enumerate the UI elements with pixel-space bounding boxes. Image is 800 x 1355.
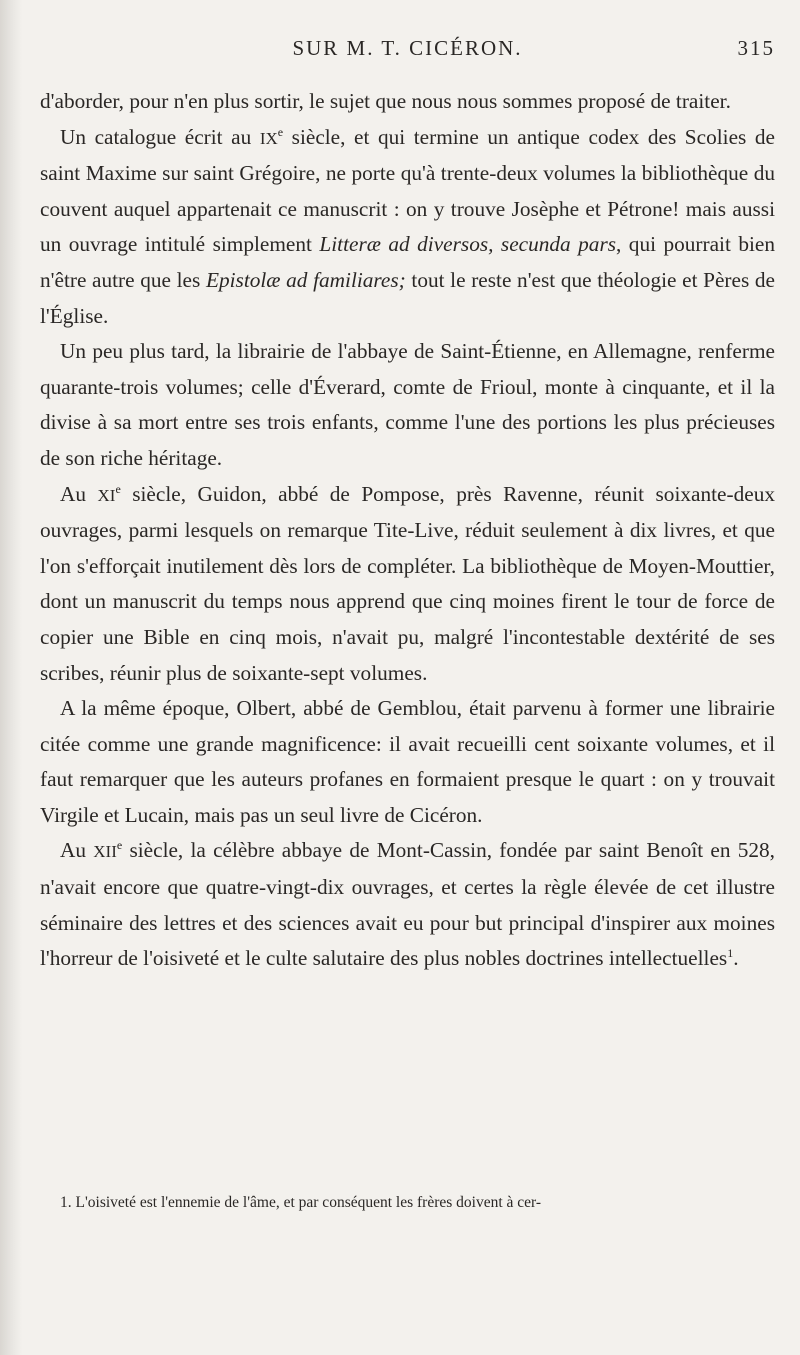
paragraph (40, 120, 775, 335)
text-run: . (733, 946, 739, 971)
paragraph (40, 334, 775, 476)
text-run: tout le reste n'est que théologie et Pères de l'Église. (40, 267, 775, 328)
running-title: SUR M. T. CICÉRON. (292, 36, 523, 60)
page-number: 315 (737, 36, 775, 60)
text-run: Un peu plus tard, la librairie de l'abbaye de Saint-Étienne, en Allemagne, renferme quarante-trois volumes; celle d'Éverard, comte de Frioul, monte à cinquante, et il la divise à sa mort entre ses trois enfants, comme l'une des portions les plus précieuses de son riche héritage. (40, 339, 775, 470)
text-run: 1 (727, 946, 734, 961)
paragraph (40, 477, 775, 692)
text-run: XII (93, 842, 117, 862)
running-header (40, 36, 775, 66)
text-run: Litteræ ad diversos, secunda pars (319, 232, 617, 257)
paragraph (40, 691, 775, 833)
text-run: Epistolæ ad familiares; (205, 267, 406, 292)
text-run: e (115, 481, 121, 496)
text-run: e (277, 124, 284, 139)
paragraph (40, 833, 775, 976)
text-run: siècle, et qui termine un antique codex des Scolies de saint Maxime sur saint Grégoire, ne porte qu'à trente-deux volumes la bibliothèque du couvent auquel appartenait ce manuscrit : on y trouve Josèphe et Pétrone! mais aussi un ouvrage intitulé simplement (40, 124, 775, 257)
binding-gutter (0, 0, 22, 1355)
text-run: siècle, Guidon, abbé de Pompose, près Ravenne, réunit soixante-deux ouvrages, parmi lesquels on remarque Tite-Live, réduit seulement à dix livres, et que l'on s'efforçait inutilement dès lors de compléter. La bibliothèque de Moyen-Mouttier, dont un manuscrit du temps nous apprend que cinq moines firent le tour de force de copier une Bible en cinq mois, n'avait pu, malgré l'incontestable dextérité de ses scribes, réunir plus de soixante-sept volumes. (40, 481, 775, 685)
paragraph (40, 84, 775, 120)
text-run: , qui pourrait bien n'être autre que les (40, 232, 776, 292)
text-run: XI (97, 485, 116, 505)
text-run: Au (60, 481, 98, 506)
text-run: IX (259, 128, 278, 148)
text-run: siècle, la célèbre abbaye de Mont-Cassin, fondée par saint Benoît en 528, n'avait encore que quatre-vingt-dix ouvrages, et certes la règle élevée de cet illustre séminaire des lettres et des sciences avait eu pour but principal d'inspirer aux moines l'horreur de l'oisiveté et le culte salutaire des plus nobles doctrines intellectuelles (40, 838, 775, 971)
text-run: Au (60, 838, 94, 863)
text-run: A la même époque, Olbert, abbé de Gemblou, était parvenu à former une librairie citée comme une grande magnificence: il avait recueilli cent soixante volumes, et il faut remarquer que les auteurs profanes en formaient presque le quart : on y trouvait Virgile et Lucain, mais pas un seul livre de Cicéron. (40, 696, 775, 827)
body-text (40, 84, 775, 977)
text-run: Un catalogue écrit au (60, 124, 260, 149)
text-run: e (116, 838, 123, 853)
text-run: d'aborder, pour n'en plus sortir, le sujet que nous nous sommes proposé de traiter. (40, 89, 731, 113)
footnote: 1. L'oisiveté est l'ennemie de l'âme, et par conséquent les frères doivent à cer- (60, 1194, 542, 1211)
